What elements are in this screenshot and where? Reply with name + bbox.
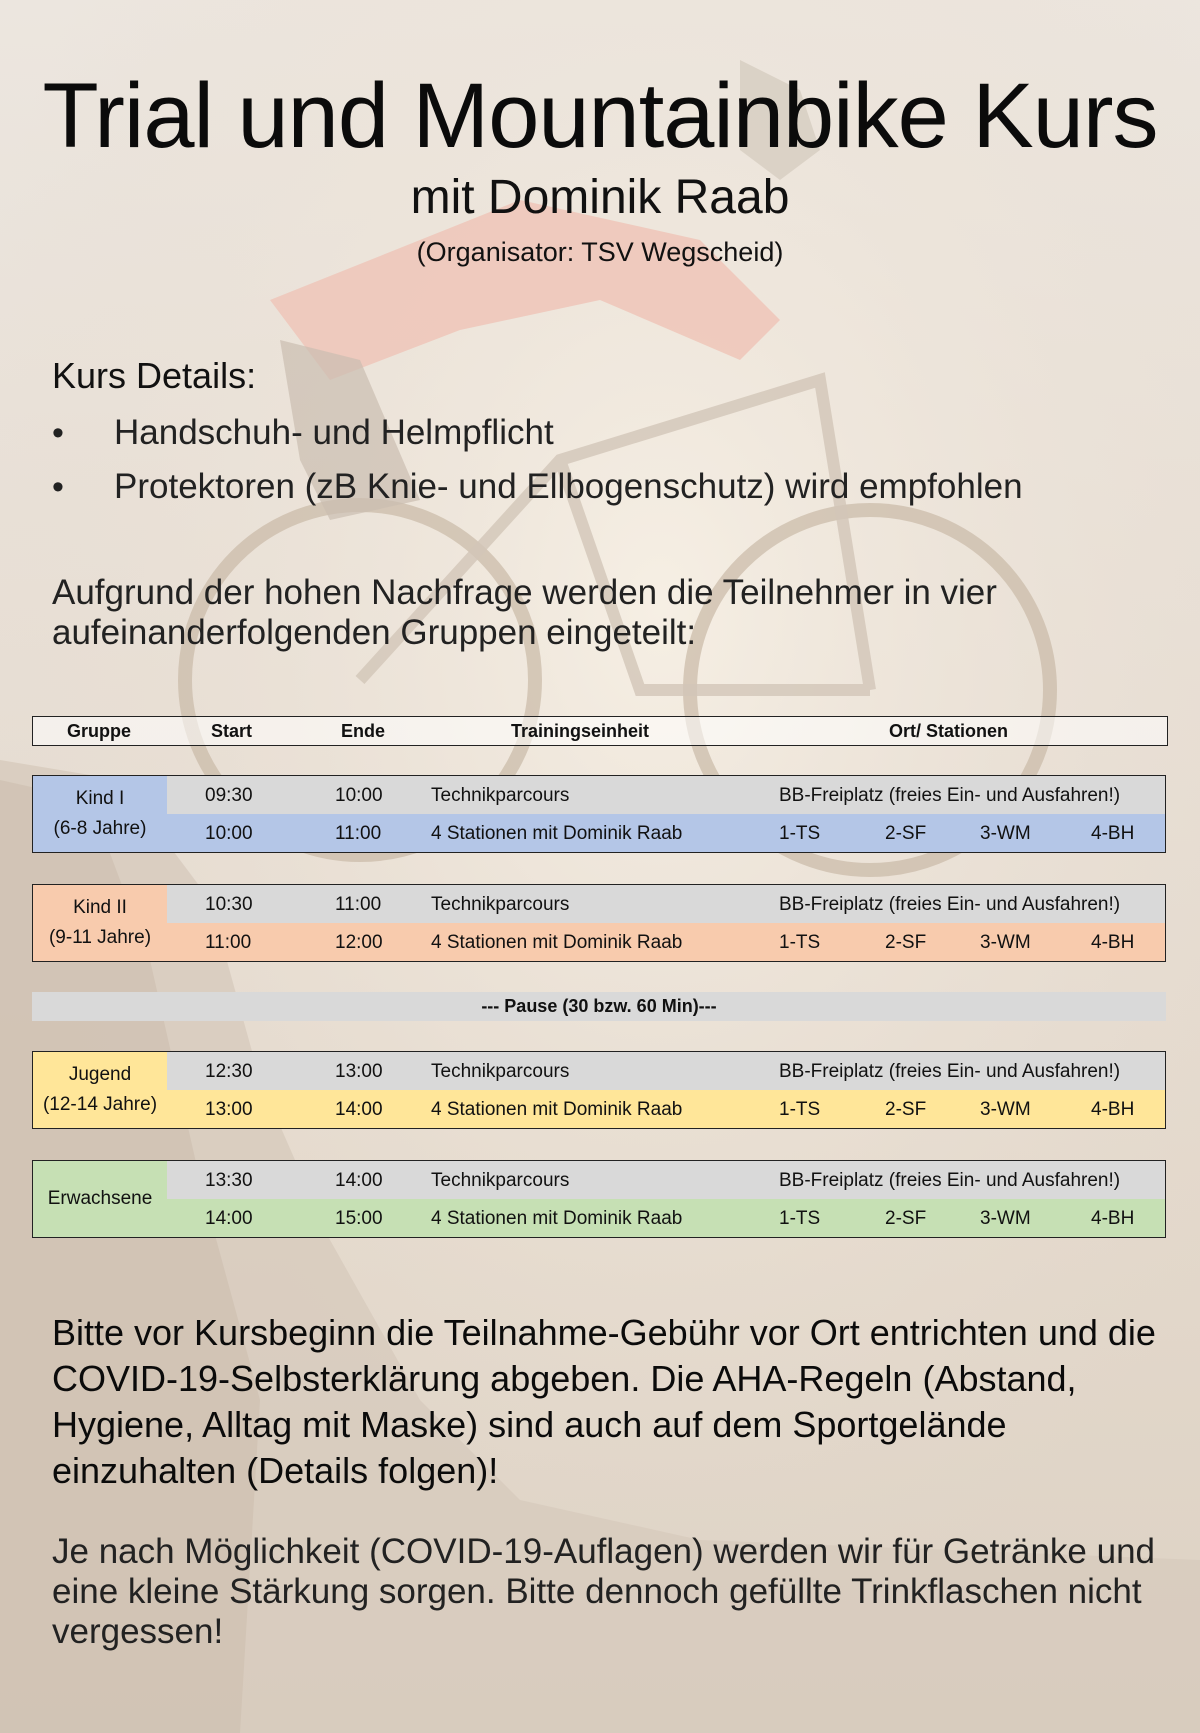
station-4: 4-BH [1091,932,1135,953]
table-row [167,1161,1165,1199]
start-time: 10:30 [205,894,253,915]
table-row [167,923,1165,961]
group-name: Kind I [75,788,125,809]
station-2: 2-SF [885,932,927,953]
training-unit: 4 Stationen mit Dominik Raab [431,1208,683,1229]
start-time: 13:00 [205,1099,253,1120]
station-1: 1-TS [779,823,821,844]
table-row [167,1052,1165,1090]
station-1: 1-TS [779,1099,821,1120]
group-name: Jugend [68,1064,132,1085]
table-row [167,814,1165,852]
station-1: 1-TS [779,1208,821,1229]
group-kind-2 [32,884,1166,962]
end-time: 14:00 [335,1170,383,1191]
header-start: Start [211,721,253,741]
station-3: 3-WM [980,1208,1031,1229]
station-4: 4-BH [1091,1099,1135,1120]
group-name-cell [33,885,167,961]
place: BB-Freiplatz (freies Ein- und Ausfahren!) [779,894,1121,915]
end-time: 11:00 [335,823,382,844]
training-unit: Technikparcours [431,785,570,806]
schedule-header [32,716,1168,746]
table-row [167,885,1165,923]
training-unit: Technikparcours [431,1170,570,1191]
end-time: 10:00 [335,785,383,806]
pause-banner: --- Pause (30 bzw. 60 Min)--- [32,992,1166,1021]
group-age: (6-8 Jahre) [53,818,147,839]
end-time: 12:00 [335,932,383,953]
start-time: 13:30 [205,1170,253,1191]
start-time: 11:00 [205,932,252,953]
start-time: 09:30 [205,785,253,806]
group-age: (12-14 Jahre) [42,1094,158,1115]
end-time: 14:00 [335,1099,383,1120]
group-age: (9-11 Jahre) [48,927,152,948]
group-name: Kind II [73,897,127,918]
group-name-cell [33,776,167,852]
station-2: 2-SF [885,1099,927,1120]
start-time: 10:00 [205,823,253,844]
training-unit: 4 Stationen mit Dominik Raab [431,823,683,844]
table-row [167,776,1165,814]
station-4: 4-BH [1091,823,1135,844]
details-heading: Kurs Details: [52,355,257,396]
group-erwachsene [32,1160,1166,1238]
training-unit: Technikparcours [431,894,570,915]
header-training: Trainingseinheit [511,721,650,741]
organizer-note: (Organisator: TSV Wegscheid) [416,237,784,267]
page-subtitle: mit Dominik Raab [410,171,790,224]
training-unit: 4 Stationen mit Dominik Raab [431,932,683,953]
closing-note: Je nach Möglichkeit (COVID-19-Auflagen) werden wir für Getränke und eine kleine Stärkung sorgen. Bitte dennoch gefüllte Trinkflaschen nicht vergessen! [52,1532,1155,1651]
end-time: 13:00 [335,1061,383,1082]
group-jugend [32,1051,1166,1129]
group-name-cell [33,1052,167,1128]
table-row [167,1090,1165,1128]
fee-notice: Bitte vor Kursbeginn die Teilnahme-Gebühr vor Ort entrichten und die COVID-19-Selbsterklärung abgeben. Die AHA-Regeln (Abstand, Hygiene, Alltag mit Maske) sind auch auf dem Sportgelände einzuhalten (Details folgen)! [52,1312,1156,1491]
page-title: Trial und Mountainbike Kurs [42,65,1158,167]
place: BB-Freiplatz (freies Ein- und Ausfahren!) [779,1170,1121,1191]
header-group: Gruppe [67,721,132,741]
header-end: Ende [341,721,386,741]
station-2: 2-SF [885,823,927,844]
station-3: 3-WM [980,932,1031,953]
intro-text: Aufgrund der hohen Nachfrage werden die Teilnehmer in vier aufeinanderfolgenden Gruppen eingeteilt: [52,573,997,652]
table-row [167,1199,1165,1237]
station-1: 1-TS [779,932,821,953]
start-time: 12:30 [205,1061,253,1082]
training-unit: Technikparcours [431,1061,570,1082]
station-2: 2-SF [885,1208,927,1229]
station-3: 3-WM [980,823,1031,844]
end-time: 11:00 [335,894,382,915]
list-item: • Handschuh- und Helmpflicht [52,406,1023,460]
start-time: 14:00 [205,1208,253,1229]
header-place: Ort/ Stationen [889,721,1009,741]
details-list [52,406,1023,514]
end-time: 15:00 [335,1208,383,1229]
training-unit: 4 Stationen mit Dominik Raab [431,1099,683,1120]
station-3: 3-WM [980,1099,1031,1120]
list-item: • Protektoren (zB Knie- und Ellbogenschutz) wird empfohlen [52,460,1023,514]
place: BB-Freiplatz (freies Ein- und Ausfahren!) [779,785,1121,806]
group-kind-1 [32,775,1166,853]
station-4: 4-BH [1091,1208,1135,1229]
group-name: Erwachsene [47,1188,153,1209]
place: BB-Freiplatz (freies Ein- und Ausfahren!) [779,1061,1121,1082]
group-name-cell [33,1161,167,1237]
